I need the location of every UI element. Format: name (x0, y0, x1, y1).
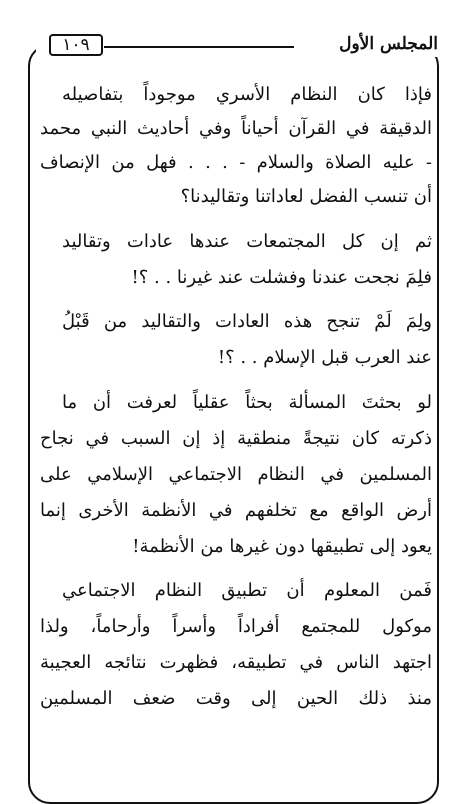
text-line: عند العرب قبل الإسلام . . ؟! (217, 347, 432, 368)
text-line: منذ ذلك الحين إلى وقت ضعف المسلمين (40, 688, 432, 709)
chapter-title: المجلس الأول (333, 31, 438, 57)
text-line: لو بحثتَ المسألة بحثاً عقلياً لعرفت أن ما (62, 392, 432, 413)
body-text (40, 0, 432, 749)
page-number: ١٠٩ (49, 34, 103, 56)
text-line: فَمن المعلوم أن تطبيق النظام الاجتماعي (62, 580, 432, 601)
text-line: فلِمَ نجحت عندنا وفشلت عند غيرنا . . ؟! (131, 267, 432, 288)
text-line: موكول للمجتمع أفراداً وأسراً وأرحاماً، ولذا (40, 616, 432, 637)
text-line: أرض الواقع مع تخلفهم في الأنظمة الأخرى إنما (40, 500, 432, 521)
text-line: فإذا كان النظام الأسري موجوداً بتفاصيله (62, 84, 432, 105)
text-line: ولِمَ لَمْ تنجح هذه العادات والتقاليد من قَبْلُ (62, 311, 432, 332)
text-line: الدقيقة في القرآن أحياناً وفي أحاديث النبي محمد (40, 118, 432, 139)
text-line: المسلمين في النظام الاجتماعي الإسلامي على (40, 464, 432, 485)
text-line: أن تنسب الفضل لعاداتنا وتقاليدنا؟ (180, 186, 432, 207)
text-line: يعود إلى تطبيقها دون غيرها من الأنظمة! (132, 536, 432, 557)
text-line: اجتهد الناس في تطبيقه، فظهرت نتائجه العجيبة (40, 652, 432, 673)
text-line: ذكرته كان نتيجةً منطقية إذ إن السبب في نجاح (40, 428, 432, 449)
text-line: ثم إن كل المجتمعات عندها عادات وتقاليد (62, 231, 432, 252)
text-line: - عليه الصلاة والسلام - . . . فهل من الإنصاف (40, 152, 432, 173)
